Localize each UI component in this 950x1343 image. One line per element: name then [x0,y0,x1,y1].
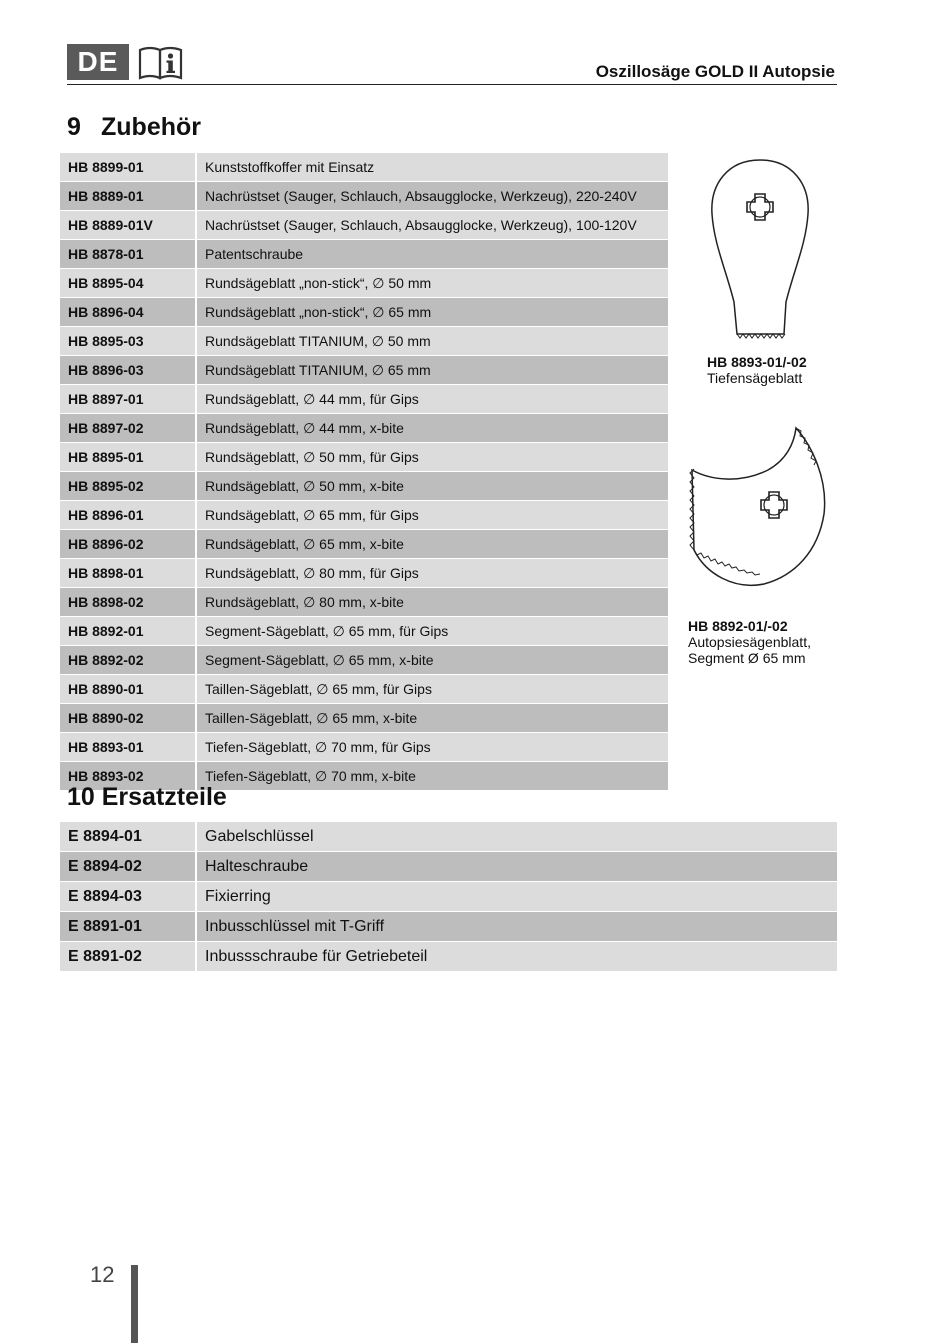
table-row [60,385,668,414]
spare-parts-table [60,822,837,972]
table-row [60,472,668,501]
article-description: Inbusschlüssel mit T-Griff [196,912,837,942]
page-number: 12 [90,1262,115,1287]
page-marker-bar [131,1265,138,1343]
article-description: Nachrüstset (Sauger, Schlauch, Absaugglocke, Werkzeug), 220-240V [196,182,668,211]
book-info-icon [137,45,185,81]
article-number: HB 8893-02 [60,762,196,791]
article-number: HB 8896-01 [60,501,196,530]
article-description: Rundsägeblatt, ∅ 50 mm, für Gips [196,443,668,472]
table-row [60,942,837,972]
article-description: Tiefen-Sägeblatt, ∅ 70 mm, x-bite [196,762,668,791]
article-description: Segment-Sägeblatt, ∅ 65 mm, x-bite [196,646,668,675]
article-number: HB 8892-02 [60,646,196,675]
article-description: Fixierring [196,882,837,912]
section-heading-accessories [67,113,201,142]
article-number: HB 8893-01 [60,733,196,762]
table-row [60,559,668,588]
article-number: HB 8890-01 [60,675,196,704]
article-description: Rundsägeblatt TITANIUM, ∅ 65 mm [196,356,668,385]
page-header [67,44,837,85]
article-description: Rundsägeblatt „non-stick“, ∅ 65 mm [196,298,668,327]
article-number: HB 8892-01 [60,617,196,646]
article-number: HB 8896-04 [60,298,196,327]
article-number: HB 8895-03 [60,327,196,356]
figure-code: HB 8892-01/-02 [688,618,788,634]
table-row [60,211,668,240]
table-row [60,617,668,646]
segment-saw-blade-illustration [686,424,832,590]
article-number: E 8891-01 [60,912,196,942]
article-number: HB 8897-01 [60,385,196,414]
section-heading-spare-parts: 10 Ersatzteile [67,783,227,811]
article-description: Taillen-Sägeblatt, ∅ 65 mm, für Gips [196,675,668,704]
article-description: Halteschraube [196,852,837,882]
figure-text: Segment Ø 65 mm [688,650,806,666]
article-number: E 8894-02 [60,852,196,882]
table-row [60,675,668,704]
figure-caption-segment-blade [688,618,811,666]
table-row [60,414,668,443]
article-description: Rundsägeblatt, ∅ 44 mm, x-bite [196,414,668,443]
table-row [60,298,668,327]
table-row [60,182,668,211]
article-description: Patentschraube [196,240,668,269]
accessories-table [60,153,668,791]
table-row [60,327,668,356]
section-number: 9 [67,113,81,141]
table-row [60,443,668,472]
document-title: Oszillosäge GOLD II Autopsie [595,62,835,81]
article-number: HB 8878-01 [60,240,196,269]
article-description: Kunststoffkoffer mit Einsatz [196,153,668,182]
table-row [60,822,837,852]
article-number: HB 8895-02 [60,472,196,501]
table-row [60,269,668,298]
table-row [60,501,668,530]
table-row [60,882,837,912]
figure-code: HB 8893-01/-02 [707,354,807,370]
article-description: Rundsägeblatt TITANIUM, ∅ 50 mm [196,327,668,356]
figure-text: Tiefensägeblatt [707,370,803,386]
article-description: Rundsägeblatt, ∅ 65 mm, für Gips [196,501,668,530]
article-number: E 8894-03 [60,882,196,912]
article-description: Rundsägeblatt „non-stick“, ∅ 50 mm [196,269,668,298]
article-description: Rundsägeblatt, ∅ 80 mm, x-bite [196,588,668,617]
article-number: HB 8896-03 [60,356,196,385]
article-number: HB 8897-02 [60,414,196,443]
table-row [60,852,837,882]
article-number: HB 8899-01 [60,153,196,182]
article-description: Taillen-Sägeblatt, ∅ 65 mm, x-bite [196,704,668,733]
article-description: Rundsägeblatt, ∅ 44 mm, für Gips [196,385,668,414]
figure-caption-deep-blade [707,354,807,386]
article-number: HB 8895-01 [60,443,196,472]
article-number: HB 8890-02 [60,704,196,733]
language-badge: DE [67,44,129,80]
article-number: HB 8896-02 [60,530,196,559]
table-row [60,356,668,385]
article-description: Rundsägeblatt, ∅ 50 mm, x-bite [196,472,668,501]
article-description: Inbussschraube für Getriebeteil [196,942,837,972]
article-description: Segment-Sägeblatt, ∅ 65 mm, für Gips [196,617,668,646]
article-description: Rundsägeblatt, ∅ 80 mm, für Gips [196,559,668,588]
table-row [60,646,668,675]
table-row [60,704,668,733]
figure-text: Autopsiesägenblatt, [688,634,811,650]
article-description: Gabelschlüssel [196,822,837,852]
section-title: Zubehör [101,113,201,141]
table-row [60,733,668,762]
table-row [60,588,668,617]
article-number: HB 8889-01 [60,182,196,211]
article-number: E 8894-01 [60,822,196,852]
article-number: HB 8889-01V [60,211,196,240]
article-number: HB 8895-04 [60,269,196,298]
article-number: HB 8898-02 [60,588,196,617]
table-row [60,153,668,182]
article-description: Nachrüstset (Sauger, Schlauch, Absaugglocke, Werkzeug), 100-120V [196,211,668,240]
table-row [60,240,668,269]
table-row [60,912,837,942]
deep-saw-blade-illustration [700,152,820,344]
table-row [60,530,668,559]
article-number: HB 8898-01 [60,559,196,588]
article-number: E 8891-02 [60,942,196,972]
article-description: Rundsägeblatt, ∅ 65 mm, x-bite [196,530,668,559]
article-description: Tiefen-Sägeblatt, ∅ 70 mm, für Gips [196,733,668,762]
